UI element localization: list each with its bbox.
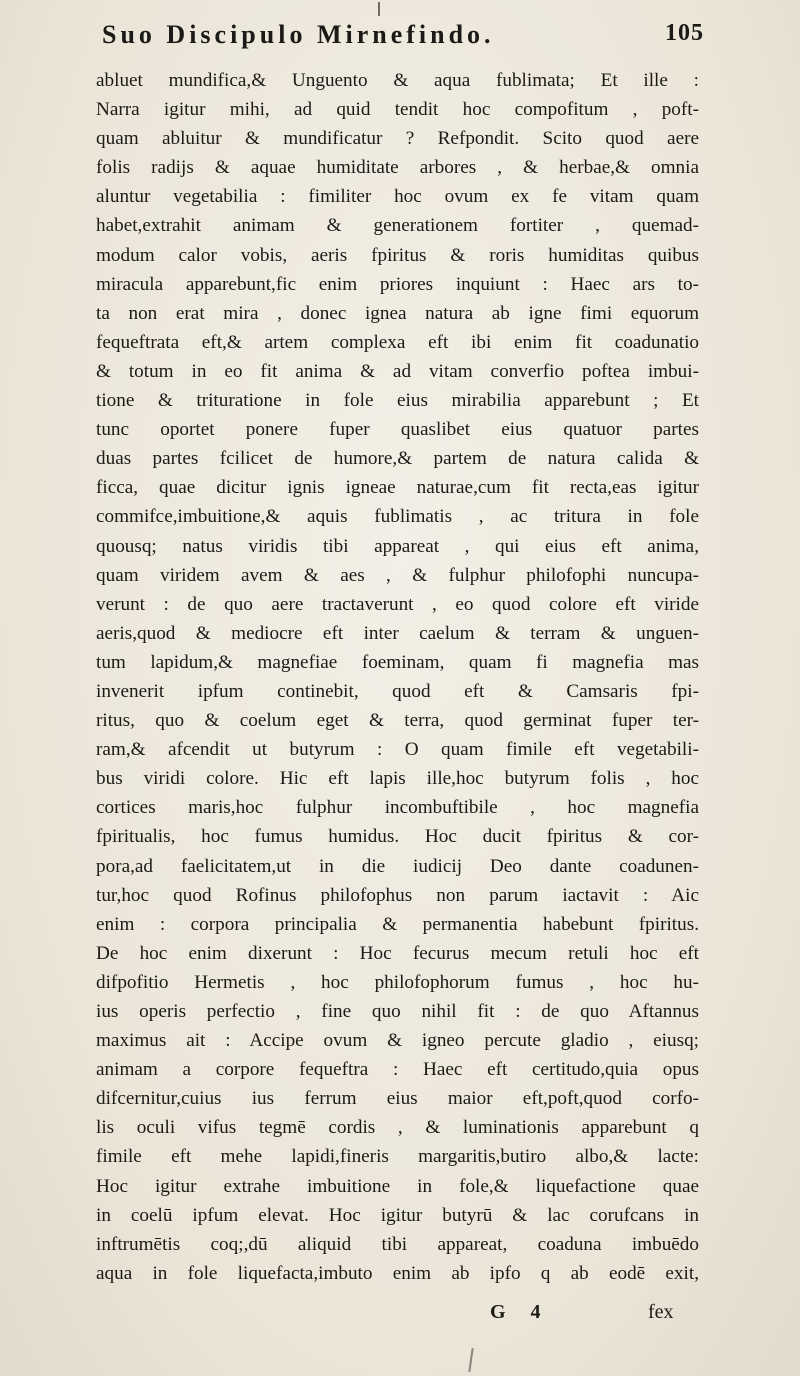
text-line: duas partes fcilicet de humore,& partem de natura calida &: [96, 448, 699, 470]
text-line: tum lapidum,& magnefiae foeminam, quam fi magnefia mas: [96, 651, 699, 673]
text-line: tur,hoc quod Rofinus philofophus non parum iactavit : Aic: [96, 884, 699, 906]
text-line: commifce,imbuitione,& aquis fublimatis , ac tritura in fole: [96, 506, 699, 528]
text-line: bus viridi colore. Hic eft lapis ille,hoc butyrum folis , hoc: [96, 768, 699, 790]
text-line: animam a corpore fequeftra : Haec eft certitudo,quia opus: [96, 1059, 699, 1081]
text-line: in coelū ipfum elevat. Hoc igitur butyrū & lac corufcans in: [96, 1204, 699, 1226]
text-line: enim : corpora principalia & permanentia habebunt fpiritus.: [96, 913, 699, 935]
text-line: aluntur vegetabilia : fimiliter hoc ovum ex fe vitam quam: [96, 186, 699, 208]
text-line: Hoc igitur extrahe imbuitione in fole,& liquefactione quae: [96, 1175, 699, 1197]
text-line: verunt : de quo aere tractaverunt , eo quod colore eft viride: [96, 593, 699, 615]
text-line: quam abluitur & mundificatur ? Refpondit. Scito quod aere: [96, 128, 699, 150]
text-line: Narra igitur mihi, ad quid tendit hoc compofitum , poft-: [96, 99, 699, 121]
text-line: De hoc enim dixerunt : Hoc fecurus mecum retuli hoc eft: [96, 942, 699, 964]
running-title: Suo Discipulo Mirnefindo.: [102, 20, 495, 49]
text-line: difpofitio Hermetis , hoc philofophorum fumus , hoc hu-: [96, 971, 699, 993]
page-edge-mark: [468, 1348, 473, 1372]
text-line: aeris,quod & mediocre eft inter caelum & terram & unguen-: [96, 622, 699, 644]
text-line: & totum in eo fit anima & ad vitam converfio poftea imbui-: [96, 360, 699, 382]
text-line: aqua in fole liquefacta,imbuto enim ab ipfo q ab eodē exit,: [96, 1262, 699, 1284]
signature-mark: G 4: [490, 1301, 551, 1323]
text-line: ram,& afcendit ut butyrum : O quam fimile eft vegetabili-: [96, 739, 699, 761]
text-line: modum calor vobis, aeris fpiritus & roris humiditas quibus: [96, 244, 699, 266]
text-line: ta non erat mira , donec ignea natura ab igne fimi equorum: [96, 302, 699, 324]
text-line: lis oculi vifus tegmē cordis , & luminationis apparebunt q: [96, 1117, 699, 1139]
text-line: maximus ait : Accipe ovum & igneo percute gladio , eiusq;: [96, 1030, 699, 1052]
text-line: miracula apparebunt,fic enim priores inquiunt : Haec ars to-: [96, 273, 699, 295]
text-line: folis radijs & aquae humiditate arbores , & herbae,& omnia: [96, 157, 699, 179]
text-line: fimile eft mehe lapidi,fineris margaritis,butiro albo,& lacte:: [96, 1146, 699, 1168]
text-line: quousq; natus viridis tibi appareat , qui eius eft anima,: [96, 535, 699, 557]
text-line: fpiritualis, hoc fumus humidus. Hoc ducit fpiritus & cor-: [96, 826, 699, 848]
catchword: fex: [648, 1301, 674, 1323]
page-number: 105: [665, 20, 704, 46]
page-edge-mark: [378, 2, 380, 16]
text-line: difcernitur,cuius ius ferrum eius maior eft,poft,quod corfo-: [96, 1088, 699, 1110]
text-line: ficca, quae dicitur ignis igneae naturae,cum fit recta,eas igitur: [96, 477, 699, 499]
text-line: ius operis perfectio , fine quo nihil fit : de quo Aftannus: [96, 1001, 699, 1022]
page-header: [88, 20, 704, 60]
text-line: inftrumētis coq;,dū aliquid tibi appareat, coaduna imbuēdo: [96, 1233, 699, 1255]
text-line: ritus, quo & coelum eget & terra, quod germinat fuper ter-: [96, 710, 699, 732]
text-line: quam viridem avem & aes , & fulphur philofophi nuncupa-: [96, 564, 699, 586]
text-line: pora,ad faelicitatem,ut in die iudicij Deo dante coadunen-: [96, 855, 699, 877]
text-line: abluet mundifica,& Unguento & aqua fublimata; Et ille :: [96, 70, 699, 91]
text-line: fequeftrata eft,& artem complexa eft ibi enim fit coadunatio: [96, 331, 699, 353]
text-line: cortices maris,hoc fulphur incombuftibile , hoc magnefia: [96, 797, 699, 819]
body-text: [96, 66, 699, 1288]
text-line: invenerit ipfum continebit, quod eft & Camsaris fpi-: [96, 680, 699, 702]
text-line: habet,extrahit animam & generationem fortiter , quemad-: [96, 215, 699, 237]
text-line: tione & trituratione in fole eius mirabilia apparebunt ; Et: [96, 390, 699, 412]
text-line: tunc oportet ponere fuper quaslibet eius quatuor partes: [96, 419, 699, 441]
